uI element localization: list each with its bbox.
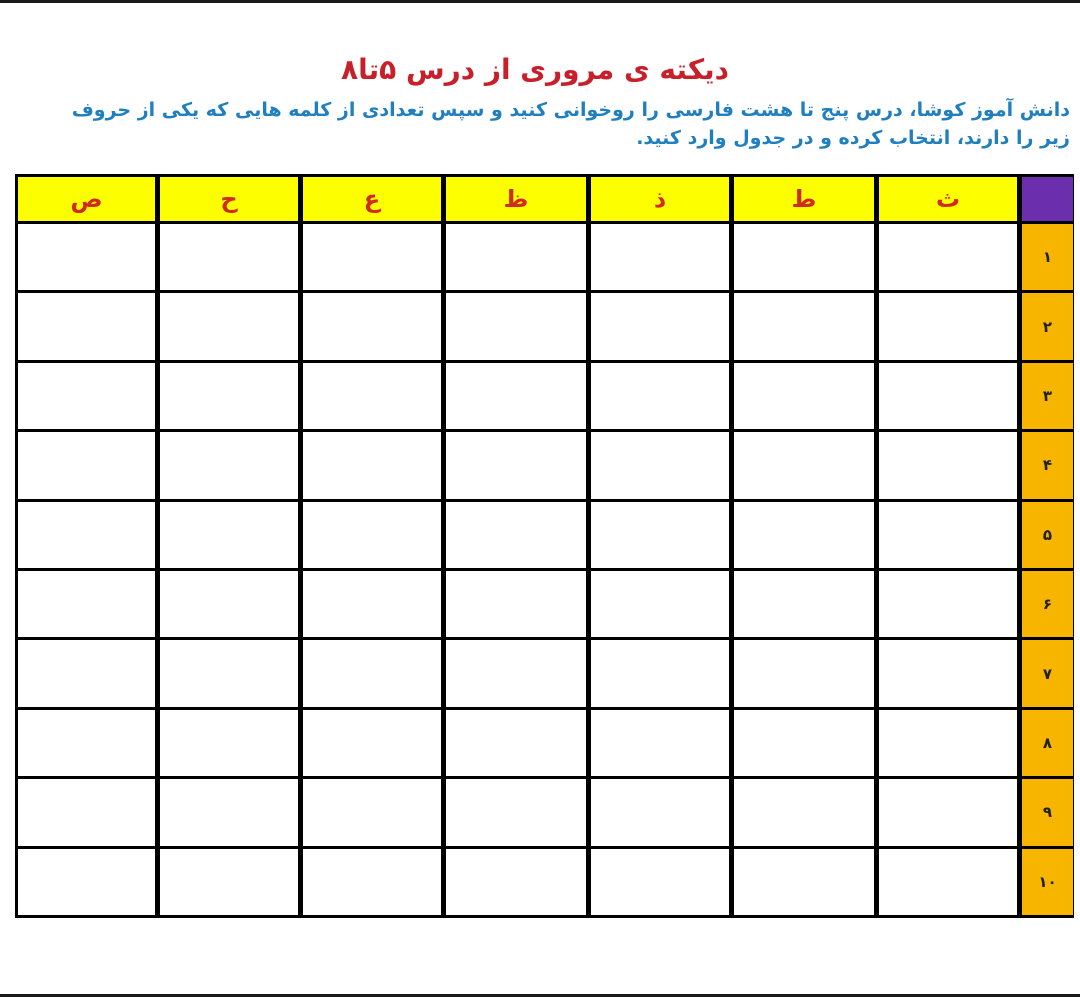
answer-cell[interactable]: [160, 293, 298, 359]
answer-cell[interactable]: [303, 432, 441, 498]
answer-cell[interactable]: [734, 571, 874, 637]
top-border: [0, 0, 1080, 3]
answer-cell[interactable]: [303, 293, 441, 359]
answer-cell[interactable]: [446, 849, 586, 915]
row-number: ۵: [1022, 502, 1073, 568]
answer-cell[interactable]: [18, 432, 155, 498]
answer-cell[interactable]: [446, 640, 586, 706]
worksheet-instructions: دانش آموز کوشا، درس پنج تا هشت فارسی را روخوانی کنید و سپس تعدادی از کلمه هایی که یکی از حروف زیر را دارند، انتخاب کرده و در جدول وارد کنید.: [71, 99, 1070, 149]
letter-header: ذ: [591, 177, 729, 221]
answer-cell[interactable]: [446, 779, 586, 845]
answer-cell[interactable]: [734, 363, 874, 429]
answer-cell[interactable]: [18, 224, 155, 290]
answer-cell[interactable]: [160, 502, 298, 568]
answer-cell[interactable]: [18, 293, 155, 359]
answer-cell[interactable]: [303, 779, 441, 845]
answer-cell[interactable]: [591, 710, 729, 776]
answer-cell[interactable]: [160, 849, 298, 915]
answer-cell[interactable]: [18, 640, 155, 706]
row-number: ۸: [1022, 710, 1073, 776]
row-number: ۲: [1022, 293, 1073, 359]
answer-cell[interactable]: [18, 849, 155, 915]
answer-cell[interactable]: [734, 779, 874, 845]
answer-cell[interactable]: [734, 849, 874, 915]
answer-cell[interactable]: [303, 224, 441, 290]
answer-cell[interactable]: [18, 363, 155, 429]
answer-cell[interactable]: [591, 363, 729, 429]
letter-header: ح: [160, 177, 298, 221]
answer-cell[interactable]: [879, 640, 1017, 706]
answer-cell[interactable]: [160, 432, 298, 498]
answer-cell[interactable]: [160, 779, 298, 845]
answer-cell[interactable]: [591, 571, 729, 637]
answer-cell[interactable]: [879, 502, 1017, 568]
answer-cell[interactable]: [446, 710, 586, 776]
answer-cell[interactable]: [734, 293, 874, 359]
answer-cell[interactable]: [18, 502, 155, 568]
answer-cell[interactable]: [446, 571, 586, 637]
answer-cell[interactable]: [591, 640, 729, 706]
row-number: ۹: [1022, 779, 1073, 845]
answer-cell[interactable]: [160, 710, 298, 776]
answer-cell[interactable]: [303, 640, 441, 706]
answer-cell[interactable]: [160, 363, 298, 429]
answer-cell[interactable]: [734, 432, 874, 498]
answer-cell[interactable]: [160, 224, 298, 290]
letter-header: ظ: [446, 177, 586, 221]
letter-header: ص: [18, 177, 155, 221]
letter-header: ث: [879, 177, 1017, 221]
answer-cell[interactable]: [18, 710, 155, 776]
answer-cell[interactable]: [446, 293, 586, 359]
answer-cell[interactable]: [879, 710, 1017, 776]
letter-header: ع: [303, 177, 441, 221]
answer-cell[interactable]: [160, 640, 298, 706]
answer-cell[interactable]: [591, 224, 729, 290]
answer-cell[interactable]: [734, 502, 874, 568]
row-number: ۶: [1022, 571, 1073, 637]
answer-cell[interactable]: [446, 502, 586, 568]
answer-cell[interactable]: [879, 224, 1017, 290]
letter-header: ط: [734, 177, 874, 221]
answer-cell[interactable]: [591, 849, 729, 915]
answer-cell[interactable]: [303, 363, 441, 429]
worksheet-title: دیکته ی مروری از درس ۵تا۸: [341, 53, 729, 86]
answer-cell[interactable]: [734, 640, 874, 706]
answer-cell[interactable]: [591, 293, 729, 359]
answer-cell[interactable]: [303, 502, 441, 568]
answer-cell[interactable]: [160, 571, 298, 637]
answer-cell[interactable]: [879, 779, 1017, 845]
answer-cell[interactable]: [879, 432, 1017, 498]
answer-cell[interactable]: [18, 779, 155, 845]
row-number: ۷: [1022, 640, 1073, 706]
answer-cell[interactable]: [591, 502, 729, 568]
row-number: ۴: [1022, 432, 1073, 498]
corner-cell: [1022, 177, 1073, 221]
answer-cell[interactable]: [18, 571, 155, 637]
answer-cell[interactable]: [879, 571, 1017, 637]
answer-cell[interactable]: [879, 363, 1017, 429]
row-number: ۱۰: [1022, 849, 1073, 915]
answer-cell[interactable]: [446, 432, 586, 498]
row-number: ۱: [1022, 224, 1073, 290]
answer-cell[interactable]: [879, 849, 1017, 915]
answer-cell[interactable]: [734, 224, 874, 290]
answer-cell[interactable]: [303, 571, 441, 637]
dictation-table: [15, 174, 1074, 918]
answer-cell[interactable]: [879, 293, 1017, 359]
row-number: ۳: [1022, 363, 1073, 429]
answer-cell[interactable]: [303, 710, 441, 776]
answer-cell[interactable]: [303, 849, 441, 915]
answer-cell[interactable]: [734, 710, 874, 776]
answer-cell[interactable]: [446, 363, 586, 429]
answer-cell[interactable]: [591, 432, 729, 498]
answer-cell[interactable]: [446, 224, 586, 290]
answer-cell[interactable]: [591, 779, 729, 845]
